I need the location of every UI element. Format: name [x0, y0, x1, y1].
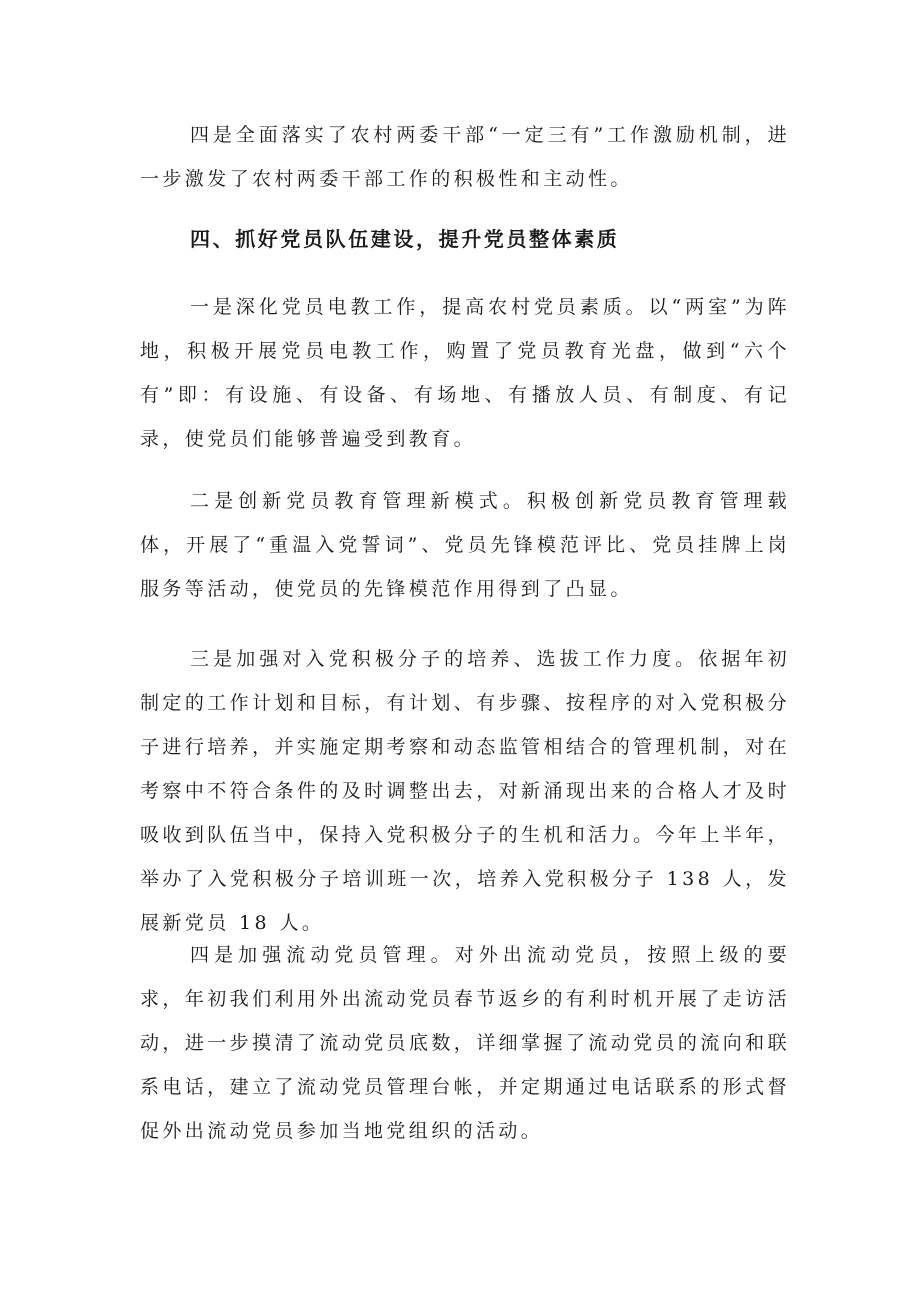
section-heading: 四、抓好党员队伍建设，提升党员整体素质 — [190, 227, 620, 251]
paragraph-activists-training: 三是加强对入党积极分子的培养、选拔工作力度。依据年初制定的工作计划和目标，有计划、有步骤、按程序的对入党积极分子进行培养，并实施定期考察和动态监管相结合的管理机制，对在考察中不符合条件的及时调整出去，对新涌现出来的合格人才及时吸收到队伍当中，保持入党积极分子的生机和活力。今年上半年，举办了入党积极分子培训班一次，培养入党积极分子 138 人，发展新党员 18 人。 — [140, 648, 790, 934]
paragraph-village-cadres-incentive: 四是全面落实了农村两委干部“一定三有”工作激励机制，进一步激发了农村两委干部工作的积极性和主动性。 — [140, 124, 790, 190]
paragraph-mobile-members: 四是加强流动党员管理。对外出流动党员，按照上级的要求，年初我们利用外出流动党员春节返乡的有利时机开展了走访活动，进一步摸清了流动党员底数，详细掌握了流动党员的流向和联系电话，建立了流动党员管理台帐，并定期通过电话联系的形式督促外出流动党员参加当地党组织的活动。 — [140, 944, 790, 1142]
paragraph-party-education: 一是深化党员电教工作，提高农村党员素质。以“两室”为阵地，积极开展党员电教工作，购置了党员教育光盘，做到“六个有”即：有设施、有设备、有场地、有播放人员、有制度、有记录，使党员们能够普遍受到教育。 — [140, 296, 790, 450]
paragraph-education-model: 二是创新党员教育管理新模式。积极创新党员教育管理载体，开展了“重温入党誓词”、党员先锋模范评比、党员挂牌上岗服务等活动，使党员的先锋模范作用得到了凸显。 — [140, 490, 790, 600]
